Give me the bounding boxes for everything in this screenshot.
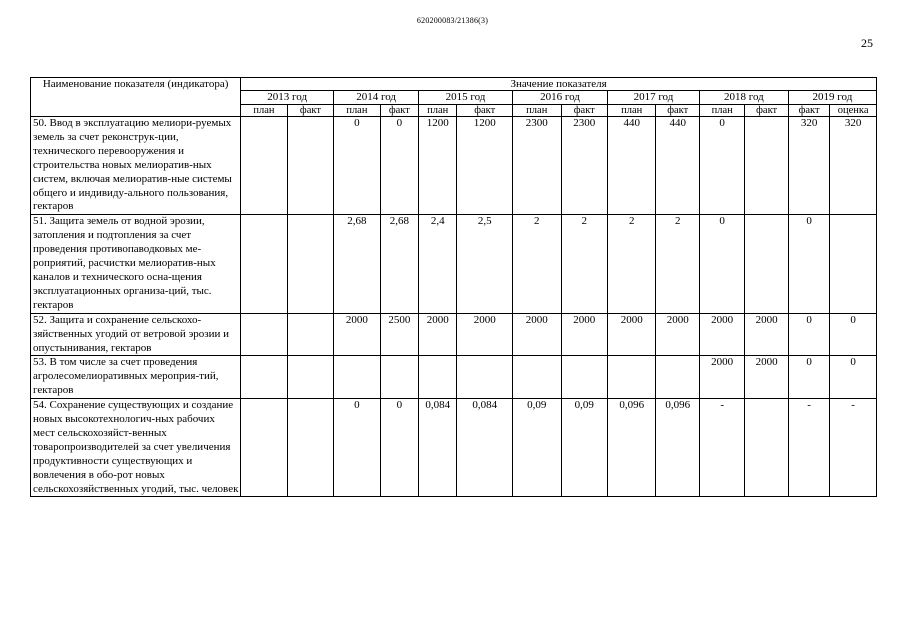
value-cell: 0 <box>699 215 744 313</box>
year-header: 2017 год <box>607 91 699 105</box>
table-header <box>31 78 877 117</box>
subheader-cell: план <box>513 105 562 117</box>
value-cell <box>561 356 607 399</box>
table-row <box>31 356 877 399</box>
value-cell <box>745 117 788 215</box>
value-cell: 0 <box>788 313 829 356</box>
value-cell <box>745 399 788 497</box>
value-cell: 0 <box>380 399 418 497</box>
value-cell <box>287 117 333 215</box>
value-cell: 2 <box>513 215 562 313</box>
value-cell: 0,084 <box>457 399 513 497</box>
page-number: 25 <box>861 36 873 50</box>
indicator-table <box>30 77 877 497</box>
value-cell: 0 <box>334 399 380 497</box>
value-cell: 0 <box>380 117 418 215</box>
value-cell <box>241 117 287 215</box>
value-cell: 2300 <box>561 117 607 215</box>
value-cell <box>419 356 457 399</box>
value-cell: 1200 <box>457 117 513 215</box>
value-cell <box>287 215 333 313</box>
value-cell <box>287 356 333 399</box>
subheader-cell: факт <box>457 105 513 117</box>
value-cell: - <box>830 399 877 497</box>
indicator-name: 51. Защита земель от водной эрозии, затопления и подтопления за счет проведения противопаводковых ме-роприятий, расчистки мелиоратив-ных каналов и технического осна-щения эксплуатационных организа-ций, тыс. гектаров <box>31 215 241 313</box>
value-cell: 0,084 <box>419 399 457 497</box>
value-cell: 0,09 <box>513 399 562 497</box>
value-cell <box>380 356 418 399</box>
value-cell <box>457 356 513 399</box>
subheader-cell: факт <box>380 105 418 117</box>
year-header: 2015 год <box>419 91 513 105</box>
subheader-cell: план <box>241 105 287 117</box>
value-cell: 0,09 <box>561 399 607 497</box>
value-cell <box>334 356 380 399</box>
subheader-cell: факт <box>287 105 333 117</box>
indicator-name: 53. В том числе за счет проведения агролесомелиоративных мероприя-тий, гектаров <box>31 356 241 399</box>
value-cell: 0 <box>788 356 829 399</box>
value-cell <box>241 215 287 313</box>
table-row <box>31 215 877 313</box>
value-cell: 2000 <box>419 313 457 356</box>
year-header: 2019 год <box>788 91 876 105</box>
subheader-cell: план <box>607 105 656 117</box>
table-row <box>31 399 877 497</box>
value-column-header: Значение показателя <box>241 78 877 91</box>
value-cell <box>241 356 287 399</box>
table-row <box>31 313 877 356</box>
value-cell: 320 <box>830 117 877 215</box>
value-cell: 2000 <box>334 313 380 356</box>
value-cell: 2500 <box>380 313 418 356</box>
value-cell: 2000 <box>656 313 699 356</box>
value-cell <box>656 356 699 399</box>
value-cell: 2,68 <box>334 215 380 313</box>
table-body <box>31 117 877 497</box>
indicator-name: 50. Ввод в эксплуатацию мелиори-руемых земель за счет реконструк-ции, технического перевооружения и строительства новых мелиоратив-ных систем, включая мелиоратив-ные системы общего и индивиду-ального пользования, гектаров <box>31 117 241 215</box>
value-cell: 0,096 <box>656 399 699 497</box>
value-cell: - <box>788 399 829 497</box>
value-cell <box>830 215 877 313</box>
subheader-cell: факт <box>561 105 607 117</box>
value-cell: 0 <box>334 117 380 215</box>
document-id: 620200083/21386(3) <box>416 16 489 25</box>
subheader-cell: план <box>334 105 380 117</box>
value-cell <box>287 399 333 497</box>
value-cell: 320 <box>788 117 829 215</box>
value-cell <box>241 399 287 497</box>
value-cell: 440 <box>656 117 699 215</box>
subheader-cell: факт <box>745 105 788 117</box>
value-cell: 2000 <box>513 313 562 356</box>
year-header: 2013 год <box>241 91 334 105</box>
value-cell: 440 <box>607 117 656 215</box>
value-cell: 0 <box>699 117 744 215</box>
value-cell: - <box>699 399 744 497</box>
value-cell: 1200 <box>419 117 457 215</box>
subheader-cell: оценка <box>830 105 877 117</box>
value-cell: 2000 <box>745 313 788 356</box>
value-cell <box>607 356 656 399</box>
value-cell: 2000 <box>745 356 788 399</box>
year-header: 2016 год <box>513 91 608 105</box>
value-cell <box>513 356 562 399</box>
value-cell <box>241 313 287 356</box>
value-cell: 0,096 <box>607 399 656 497</box>
indicator-name: 52. Защита и сохранение сельскохо-зяйственных угодий от ветровой эрозии и опустынивания, гектаров <box>31 313 241 356</box>
table-row <box>31 117 877 215</box>
value-cell: 2 <box>656 215 699 313</box>
value-cell: 2000 <box>699 356 744 399</box>
year-header: 2018 год <box>699 91 788 105</box>
value-cell <box>287 313 333 356</box>
subheader-cell: план <box>419 105 457 117</box>
value-cell: 2000 <box>607 313 656 356</box>
name-column-header: Наименование показателя (индикатора) <box>31 78 241 117</box>
value-cell <box>745 215 788 313</box>
year-header: 2014 год <box>334 91 419 105</box>
value-cell: 0 <box>788 215 829 313</box>
value-cell: 0 <box>830 356 877 399</box>
subheader-cell: факт <box>788 105 829 117</box>
value-cell: 2000 <box>699 313 744 356</box>
value-cell: 2300 <box>513 117 562 215</box>
subheader-cell: факт <box>656 105 699 117</box>
value-cell: 2,5 <box>457 215 513 313</box>
value-cell: 2000 <box>561 313 607 356</box>
subheader-cell: план <box>699 105 744 117</box>
value-cell: 0 <box>830 313 877 356</box>
value-cell: 2,4 <box>419 215 457 313</box>
value-cell: 2 <box>561 215 607 313</box>
value-cell: 2000 <box>457 313 513 356</box>
indicator-name: 54. Сохранение существующих и создание новых высокотехнологич-ных рабочих мест сельскохозяйст-венных товаропроизводителей за счет увеличения продуктивности существующих и вовлечения в обо-рот новых сельскохозяйственных угодий, тыс. человек <box>31 399 241 497</box>
value-cell: 2,68 <box>380 215 418 313</box>
value-cell: 2 <box>607 215 656 313</box>
